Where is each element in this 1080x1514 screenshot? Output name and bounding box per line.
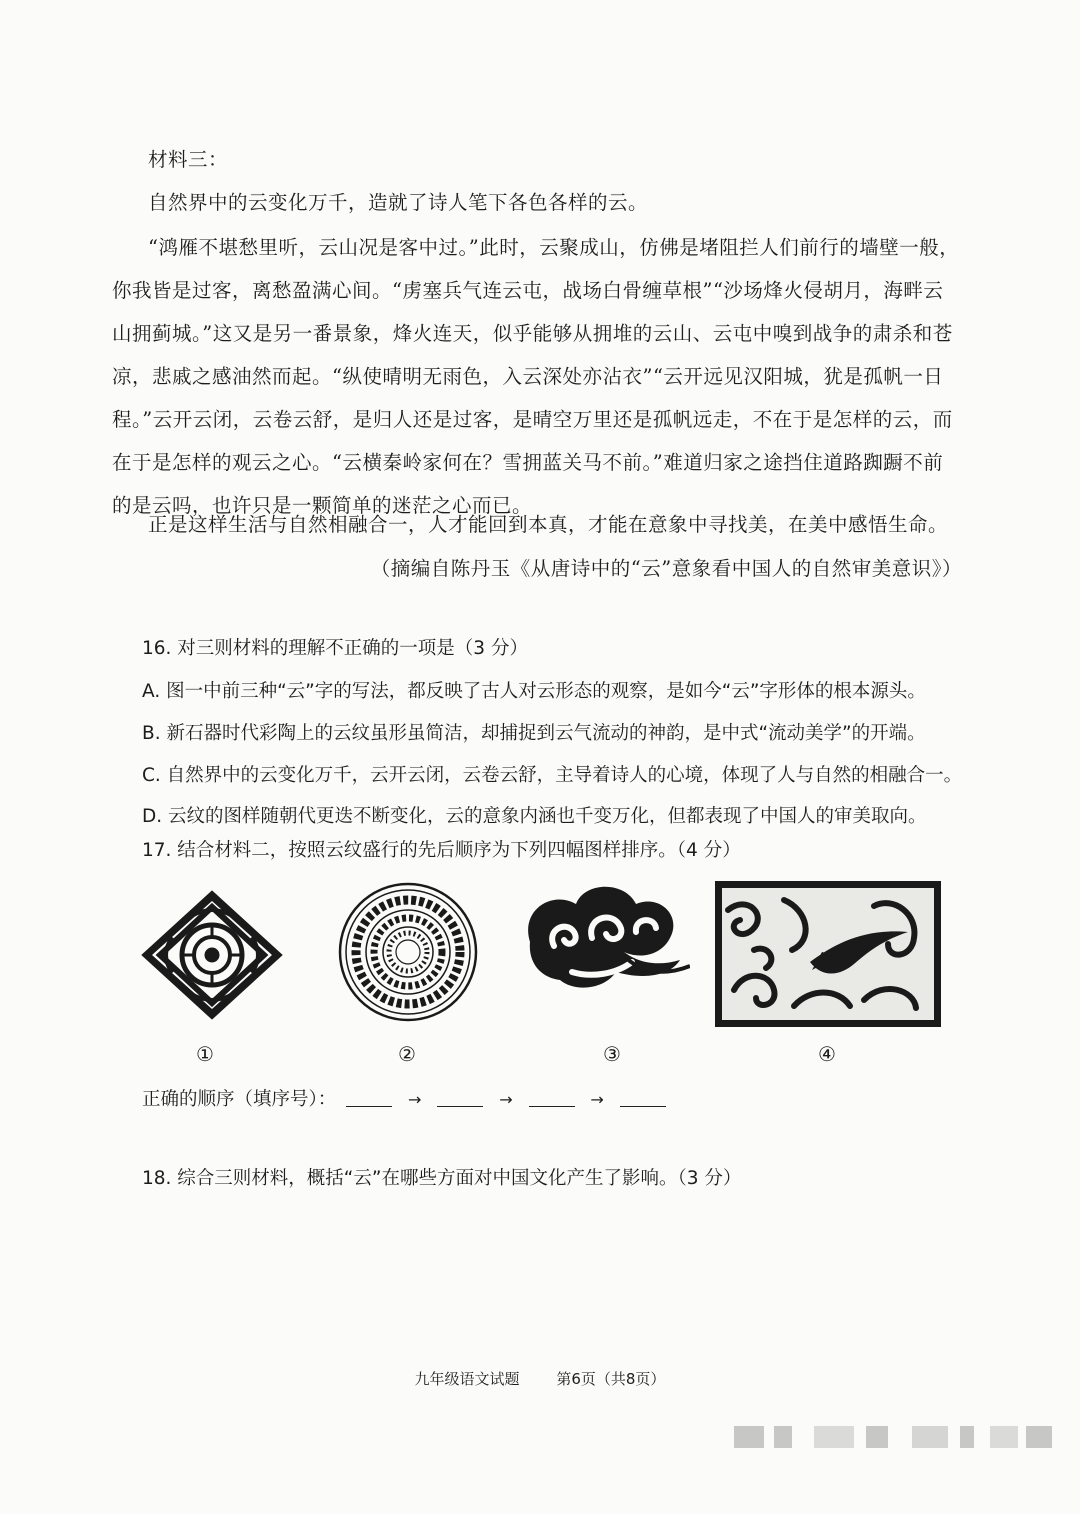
figure-4-number: ④ (818, 1042, 836, 1066)
footer-page-number: 第6页（共8页） (556, 1370, 666, 1388)
material-body-text: “鸿雁不堪愁里听，云山况是客中过。”此时，云聚成山，仿佛是堵阻拦人们前行的墙壁一般，你我皆是过客，离愁盈满心间。“虏塞兵气连云屯，战场白骨缠草根”“沙场烽火侵胡月，海畔云山拥蓟城。”这又是另一番景象，烽火连天，似乎能够从拥堆的云山、云屯中嗅到战争的肃杀和苍凉，悲戚之感油然而起。“纵使晴明无雨色，入云深处亦沾衣”“云开远见汉阳城，犹是孤帆一日程。”云开云闭，云卷云舒，是归人还是过客，是晴空万里还是孤帆远走，不在于是怎样的云，而在于是怎样的观云之心。“云横秦岭家何在？雪拥蓝关马不前。”难道归家之途挡住道路踟蹰不前的是云吗，也许只是一颗简单的迷茫之心而已。 (112, 236, 960, 517)
answer-blank-4[interactable] (620, 1088, 666, 1107)
figure-1-diamond-cloud-pattern (140, 888, 284, 1022)
question-16-option-b: B. 新石器时代彩陶上的云纹虽形虽简洁，却捕捉到云气流动的神韵，是中式“流动美学”的开端。 (142, 723, 926, 744)
material-closing: 正是这样生活与自然相融合一，人才能回到本真，才能在意象中寻找美，在美中感悟生命。 (148, 513, 949, 536)
question-16-option-a: A. 图一中前三种“云”字的写法，都反映了古人对云形态的观察，是如今“云”字形体的根本源头。 (142, 681, 926, 702)
figure-2-number: ② (398, 1042, 416, 1066)
figure-1-number: ① (196, 1042, 214, 1066)
figure-3-number: ③ (603, 1042, 621, 1066)
figure-3-auspicious-cloud-pattern (520, 880, 690, 1000)
answer-blank-1[interactable] (346, 1088, 392, 1107)
arrow-3: → (590, 1090, 604, 1109)
footer-subject: 九年级语文试题 (414, 1370, 520, 1388)
question-16-stem: 16. 对三则材料的理解不正确的一项是（3 分） (142, 638, 528, 659)
question-16-option-d: D. 云纹的图样随朝代更迭不断变化，云的意象内涵也千变万化，但都表现了中国人的审美取向。 (142, 806, 927, 827)
question-16-option-c: C. 自然界中的云变化万千，云开云闭，云卷云舒，主导着诗人的心境，体现了人与自然的相融合一。 (142, 765, 963, 786)
figure-2-round-fret-pattern (336, 880, 480, 1024)
arrow-2: → (499, 1090, 513, 1109)
order-label: 正确的顺序（填序号）： (142, 1089, 337, 1110)
page-footer (0, 1368, 1080, 1389)
question-17-stem: 17. 结合材料二，按照云纹盛行的先后顺序为下列四幅图样排序。（4 分） (142, 840, 741, 861)
arrow-1: → (408, 1090, 422, 1109)
material-body (112, 226, 962, 527)
material-heading: 材料三： (148, 148, 229, 171)
material-lead: 自然界中的云变化万千，造就了诗人笔下各色各样的云。 (148, 191, 649, 214)
answer-blank-3[interactable] (529, 1088, 575, 1107)
figure-4-cloud-bird-relief-pattern (714, 880, 942, 1028)
material-source: （摘编自陈丹玉《从唐诗中的“云”意象看中国人的自然审美意识》） (370, 557, 962, 580)
question-18-stem: 18. 综合三则材料，概括“云”在哪些方面对中国文化产生了影响。（3 分） (142, 1168, 742, 1189)
blurred-watermark (734, 1426, 1054, 1450)
answer-blank-2[interactable] (437, 1088, 483, 1107)
answer-order-line (142, 1083, 670, 1117)
